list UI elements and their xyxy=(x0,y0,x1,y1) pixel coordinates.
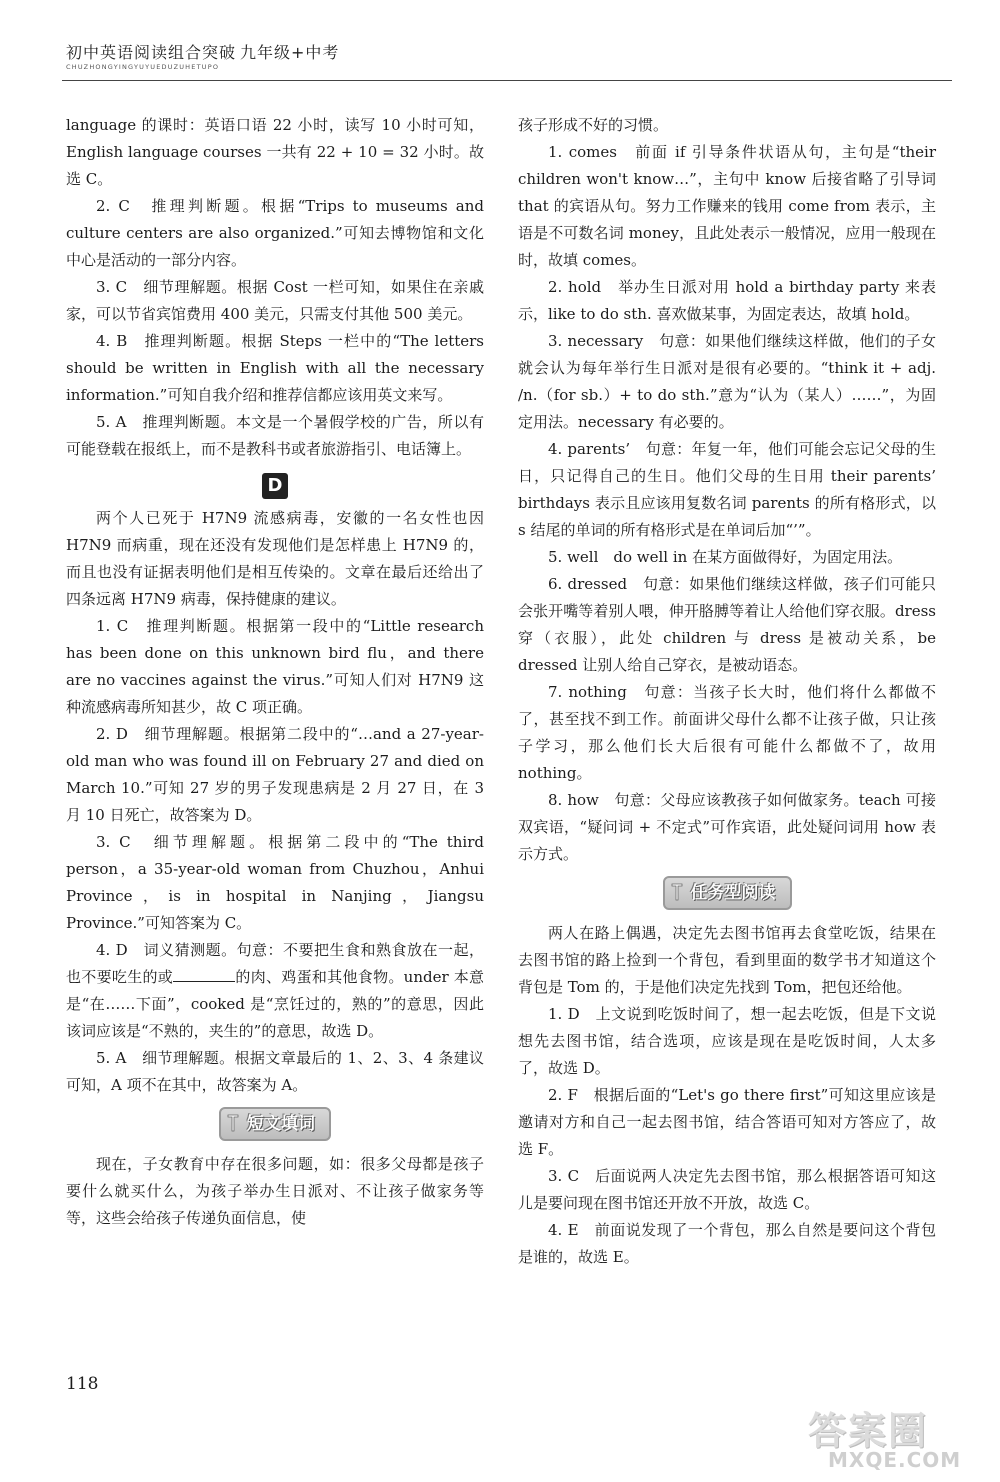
answer-item: 4. D 词义猜测题。句意：不要把生食和熟食放在一起，也不要吃生的或 的肉、鸡蛋和其他食物。under 本意是“在……下面”，cooked 是“烹饪过的，熟的”的意思，因此该词应该是“不熟的，夹生的”的意思，故选 D。 xyxy=(66,941,484,1040)
section-summary: 两个人已死于 H7N9 流感病毒，安徽的一名女性也因 H7N9 而病重，现在还没有发现他们是怎样患上 H7N9 的，而且也没有证据表明他们是相互传染的。文章在最后还给出了四条远离 H7N9 病毒，保持健康的建议。 xyxy=(66,509,484,608)
answer-item: 2. C 推理判断题。根据“Trips to museums and culture centers are also organized.”可知去博物馆和文化中心是活动的一部分内容。 xyxy=(66,197,484,269)
book-title-pinyin: CHUZHONGYINGYUYUEDUZUHETUPO xyxy=(66,63,220,71)
answer-item: 5. well do well in 在某方面做得好，为固定用法。 xyxy=(548,548,903,566)
book-title: 初中英语阅读组合突破 九年级+中考 xyxy=(66,43,340,62)
paragraph: 孩子形成不好的习惯。 xyxy=(518,116,669,134)
answer-item: 7. nothing 句意：当孩子长大时，他们将什么都做不了，甚至找不到工作。前面讲父母什么都不让孩子做，只让孩子学习，那么他们长大后很有可能什么都做不了，故用 nothing。 xyxy=(518,683,936,782)
header-divider xyxy=(62,80,952,81)
answer-item: 2. F 根据后面的“Let's go there first”可知这里应该是邀请对方和自己一起去图书馆，结合答语可知对方答应了，故选 F。 xyxy=(518,1086,936,1158)
banner-task-reading xyxy=(663,876,792,910)
page-number: 118 xyxy=(66,1374,99,1394)
pencil-icon xyxy=(225,1114,241,1132)
answer-item: 1. C 推理判断题。根据第一段中的“Little research has been done on this unknown bird flu，and there are no vaccines against the virus.”可知人们对 H7N9 这种流感病毒所知甚少，故 C 项正确。 xyxy=(66,617,484,716)
answer-item: 1. D 上文说到吃饭时间了，想一起去吃饭，但是下文说想先去图书馆，结合选项，应该是现在是吃饭时间，人太多了，故选 D。 xyxy=(518,1005,936,1077)
fill-blank xyxy=(173,965,235,982)
answer-item: 4. parents’ 句意：年复一年，他们可能会忘记父母的生日，只记得自己的生日。他们父母的生日用 their parents’ birthdays 表示且应该用复数名词 parents 的所有格形式，以 s 结尾的单词的所有格形式是在单词后加“’”。 xyxy=(518,440,936,539)
answer-item: 3. C 后面说两人决定先去图书馆，那么根据答语可知这儿是要问现在图书馆还开放不开放，故选 C。 xyxy=(518,1167,936,1212)
answer-item: 5. A 推理判断题。本文是一个暑假学校的广告，所以有可能登载在报纸上，而不是教科书或者旅游指引、电话簿上。 xyxy=(66,413,484,458)
section-d-heading xyxy=(66,473,484,503)
banner-cloze xyxy=(219,1107,331,1141)
watermark-logo xyxy=(808,1400,984,1476)
answer-item: 5. A 细节理解题。根据文章最后的 1、2、3、4 条建议可知，A 项不在其中，故答案为 A。 xyxy=(66,1049,484,1094)
answer-item: 8. how 句意：父母应该教孩子如何做家务。teach 可接双宾语，“疑问词 + 不定式”可作宾语，此处疑问词用 how 表示方式。 xyxy=(518,791,936,863)
section-d-icon: D xyxy=(262,473,288,499)
answer-item: 4. B 推理判断题。根据 Steps 一栏中的“The letters should be written in English with all the necessary information.”可知自我介绍和推荐信都应该用英文来写。 xyxy=(66,332,484,404)
answer-item: 2. D 细节理解题。根据第二段中的“…and a 27-year-old man who was found ill on February 27 and died on March 10.”可知 27 岁的男子发现患病是 2 月 27 日，在 3 月 10 日死亡，故答案为 D。 xyxy=(66,725,484,824)
section-summary: 现在，子女教育中存在很多问题，如：很多父母都是孩子要什么就买什么，为孩子举办生日派对、不让孩子做家务等等，这些会给孩子传递负面信息，使 xyxy=(66,1155,484,1227)
answer-item: 2. hold 举办生日派对用 hold a birthday party 来表示，like to do sth. 喜欢做某事，为固定表达，故填 hold。 xyxy=(518,278,936,323)
answer-item: 3. C 细节理解题。根据第二段中的“The third person，a 35-year-old woman from Chuzhou，Anhui Province，is in hospital in Nanjing，Jiangsu Province.”可知答案为 C。 xyxy=(66,833,484,932)
right-column xyxy=(518,112,936,1271)
answer-item: 1. comes 前面 if 引导条件状语从句，主句是“their children won't know…”，主句中 know 后接省略了引导词 that 的宾语从句。努力工作赚来的钱用 come from 表示，主语是不可数名词 money，且此处表示一般情况，应用一般现在时，故填 comes。 xyxy=(518,143,936,269)
watermark-text: 答案圈 xyxy=(808,1409,929,1453)
answer-item: 3. necessary 句意：如果他们继续这样做，他们的子女就会认为每年举行生日派对是很有必要的。“think it + adj. /n.（for sb.）+ to do sth.”意为“认为（某人）……”，为固定用法。necessary 有必要的。 xyxy=(518,332,936,431)
section-banner xyxy=(518,876,936,916)
banner-label: 任务型阅读 xyxy=(690,883,776,903)
answer-item: 3. C 细节理解题。根据 Cost 一栏可知，如果住在亲戚家，可以节省宾馆费用 400 美元，只需支付其他 500 美元。 xyxy=(66,278,484,323)
page-header xyxy=(62,30,942,90)
banner-label: 短文填词 xyxy=(247,1114,315,1134)
paragraph: language 的课时：英语口语 22 小时，读写 10 小时可知，English language courses 一共有 22 + 10 = 32 小时。故选 C。 xyxy=(66,116,484,188)
watermark-url: MXQE.COM xyxy=(828,1448,962,1472)
section-banner xyxy=(66,1107,484,1147)
answer-item: 6. dressed 句意：如果他们继续这样做，孩子们可能只会张开嘴等着别人喂，伸开胳膊等着让人给他们穿衣服。dress 穿（衣服），此处 children 与 dress 是被动关系，be dressed 让别人给自己穿衣，是被动语态。 xyxy=(518,575,936,674)
section-summary: 两人在路上偶遇，决定先去图书馆再去食堂吃饭，结果在去图书馆的路上捡到一个背包，看到里面的数学书才知道这个背包是 Tom 的，于是他们决定先找到 Tom，把包还给他。 xyxy=(518,924,936,996)
answer-item: 4. E 前面说发现了一个背包，那么自然是要问这个背包是谁的，故选 E。 xyxy=(518,1221,936,1266)
left-column xyxy=(66,112,484,1232)
grade-label: 九年级+中考 xyxy=(240,43,340,62)
pencil-icon xyxy=(669,883,685,901)
